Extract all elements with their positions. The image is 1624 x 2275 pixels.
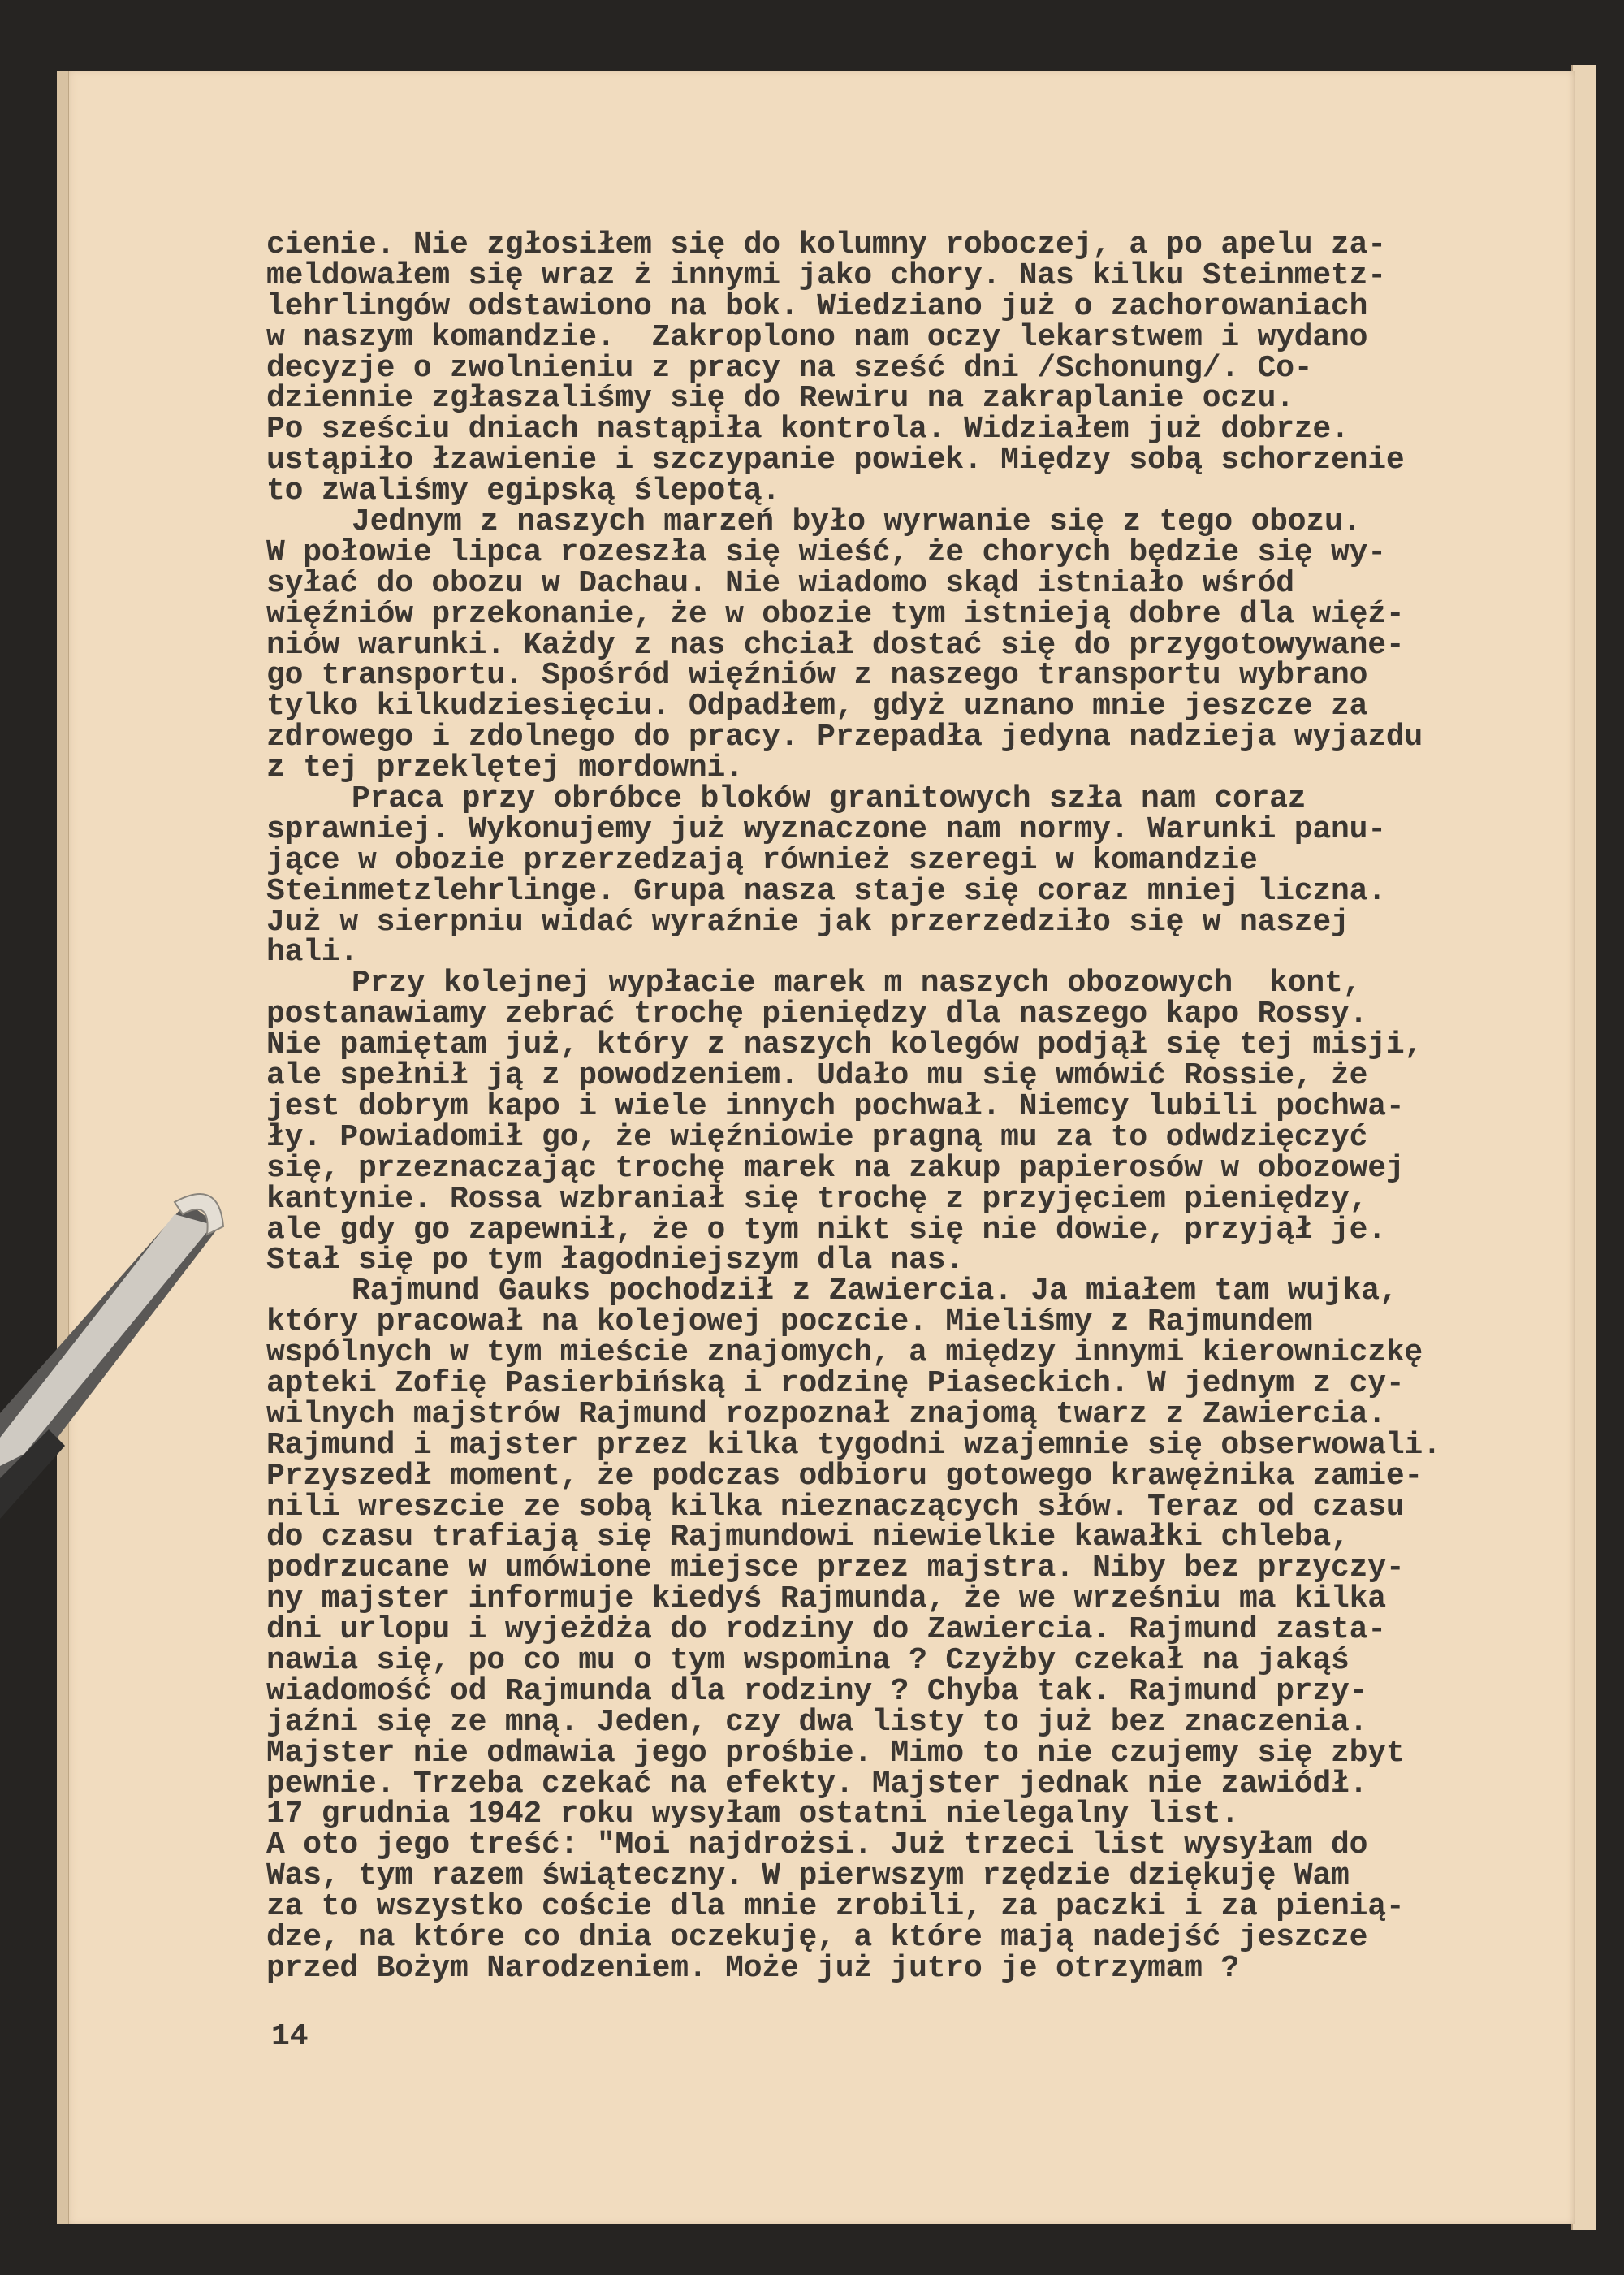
text-line: podrzucane w umówione miejsce przez majstra. Niby bez przyczy-	[266, 1551, 1405, 1586]
text-line: w naszym komandzie. Zakroplono nam oczy lekarstwem i wydano	[266, 319, 1368, 355]
text-line: ale gdy go zapewnił, że o tym nikt się nie dowie, przyjął je.	[266, 1212, 1386, 1248]
text-line: jest dobrym kapo i wiele innych pochwał. Niemcy lubili pochwa-	[266, 1088, 1405, 1124]
text-line: W połowie lipca rozeszła się wieść, że chorych będzie się wy-	[266, 534, 1386, 570]
text-line: lehrlingów odstawiono na bok. Wiedziano już o zachorowaniach	[266, 288, 1368, 324]
text-line: jące w obozie przerzedzają również szeregi w komandzie	[266, 842, 1258, 878]
text-line: dni urlopu i wyjeżdża do rodziny do Zawiercia. Rajmund zasta-	[266, 1612, 1386, 1648]
text-line: Przy kolejnej wypłacie marek m naszych obozowych kont,	[352, 966, 1362, 1001]
text-line: przed Bożym Narodzeniem. Może już jutro je otrzymam ?	[266, 1950, 1239, 1986]
page-number: 14	[271, 2019, 309, 2054]
text-line: Przyszedł moment, że podczas odbioru gotowego krawężnika zamie-	[266, 1458, 1423, 1494]
text-line: ny majster informuje kiedyś Rajmunda, że we wrześniu ma kilka	[266, 1581, 1386, 1617]
text-line: pewnie. Trzeba czekać na efekty. Majster jednak nie zawiódł.	[266, 1766, 1368, 1801]
text-line: Już w sierpniu widać wyraźnie jak przerzedziło się w naszej	[266, 904, 1350, 940]
text-line: ustąpiło łzawienie i szczypanie powiek. Między sobą schorzenie	[266, 443, 1405, 478]
text-line: Stał się po tym łagodniejszym dla nas.	[266, 1243, 964, 1278]
text-line: Nie pamiętam już, który z naszych kolegów podjął się tej misji,	[266, 1027, 1423, 1063]
text-line: Majster nie odmawia jego prośbie. Mimo to nie czujemy się zbyt	[266, 1735, 1405, 1771]
text-line: decyzje o zwolnieniu z pracy na sześć dni /Schonung/. Co-	[266, 350, 1313, 386]
text-line: Rajmund Gauks pochodził z Zawiercia. Ja miałem tam wujka,	[352, 1274, 1398, 1309]
text-line: Was, tym razem świąteczny. W pierwszym rzędzie dziękuję Wam	[266, 1858, 1350, 1894]
text-line: A oto jego treść: "Moi najdrożsi. Już trzeci list wysyłam do	[266, 1827, 1368, 1863]
text-line: wilnych majstrów Rajmund rozpoznał znajomą twarz z Zawiercia.	[266, 1396, 1386, 1432]
text-line: niów warunki. Każdy z nas chciał dostać się do przygotowywane-	[266, 627, 1405, 663]
text-line: Jednym z naszych marzeń było wyrwanie się z tego obozu.	[352, 504, 1362, 540]
text-line: go transportu. Spośród więźniów z naszego transportu wybrano	[266, 658, 1368, 694]
text-line: wspólnych w tym mieście znajomych, a między innymi kierowniczkę	[266, 1335, 1423, 1371]
text-line: ły. Powiadomił go, że więźniowie pragną mu za to odwdzięczyć	[266, 1119, 1368, 1155]
text-line: Praca przy obróbce bloków granitowych szła nam coraz	[352, 781, 1307, 817]
text-line: apteki Zofię Pasierbińską i rodzinę Piaseckich. W jednym z cy-	[266, 1365, 1405, 1401]
tweezers-icon	[0, 1170, 244, 1527]
text-line: Rajmund i majster przez kilka tygodni wzajemnie się obserwowali.	[266, 1427, 1441, 1463]
text-line: Po sześciu dniach nastąpiła kontrola. Widziałem już dobrze.	[266, 412, 1350, 448]
text-line: dziennie zgłaszaliśmy się do Rewiru na zakraplanie oczu.	[266, 381, 1294, 417]
text-line: 17 grudnia 1942 roku wysyłam ostatni nielegalny list.	[266, 1797, 1239, 1832]
text-line: do czasu trafiają się Rajmundowi niewielkie kawałki chleba,	[266, 1520, 1350, 1555]
body-text	[266, 227, 1441, 1986]
text-line: wiadomość od Rajmunda dla rodziny ? Chyba tak. Rajmund przy-	[266, 1673, 1368, 1709]
text-line: który pracował na kolejowej poczcie. Mieliśmy z Rajmundem	[266, 1304, 1313, 1340]
text-line: nawia się, po co mu o tym wspomina ? Czyżby czekał na jakąś	[266, 1642, 1350, 1678]
text-line: zdrowego i zdolnego do pracy. Przepadła jedyna nadzieja wyjazdu	[266, 720, 1423, 755]
text-line: kantynie. Rossa wzbraniał się trochę z przyjęciem pieniędzy,	[266, 1181, 1368, 1217]
text-line: nili wreszcie ze sobą kilka nieznaczących słów. Teraz od czasu	[266, 1489, 1405, 1525]
text-line: sprawniej. Wykonujemy już wyznaczone nam normy. Warunki panu-	[266, 811, 1386, 847]
text-line: dze, na które co dnia oczekuję, a które mają nadejść jeszcze	[266, 1919, 1368, 1955]
text-line: jaźni się ze mną. Jeden, czy dwa listy to już bez znaczenia.	[266, 1704, 1368, 1740]
text-line: Steinmetzlehrlinge. Grupa nasza staje się coraz mniej liczna.	[266, 873, 1386, 909]
text-line: ale spełnił ją z powodzeniem. Udało mu się wmówić Rossie, że	[266, 1058, 1368, 1094]
text-line: meldowałem się wraz ż innymi jako chory. Nas kilku Steinmetz-	[266, 257, 1386, 293]
text-line: tylko kilkudziesięciu. Odpadłem, gdyż uznano mnie jeszcze za	[266, 689, 1368, 724]
text-line: hali.	[266, 935, 359, 971]
text-line: cienie. Nie zgłosiłem się do kolumny roboczej, a po apelu za-	[266, 227, 1386, 262]
text-line: się, przeznaczając trochę marek na zakup papierosów w obozowej	[266, 1150, 1405, 1186]
text-line: postanawiamy zebrać trochę pieniędzy dla naszego kapo Rossy.	[266, 997, 1368, 1032]
text-line: za to wszystko coście dla mnie zrobili, za paczki i za pienią-	[266, 1889, 1405, 1925]
text-line: więźniów przekonanie, że w obozie tym istnieją dobre dla więź-	[266, 596, 1405, 632]
text-line: z tej przeklętej mordowni.	[266, 750, 744, 786]
text-line: to zwaliśmy egipską ślepotą.	[266, 474, 780, 509]
page-binding	[57, 71, 69, 2224]
text-line: syłać do obozu w Dachau. Nie wiadomo skąd istniało wśród	[266, 565, 1294, 601]
